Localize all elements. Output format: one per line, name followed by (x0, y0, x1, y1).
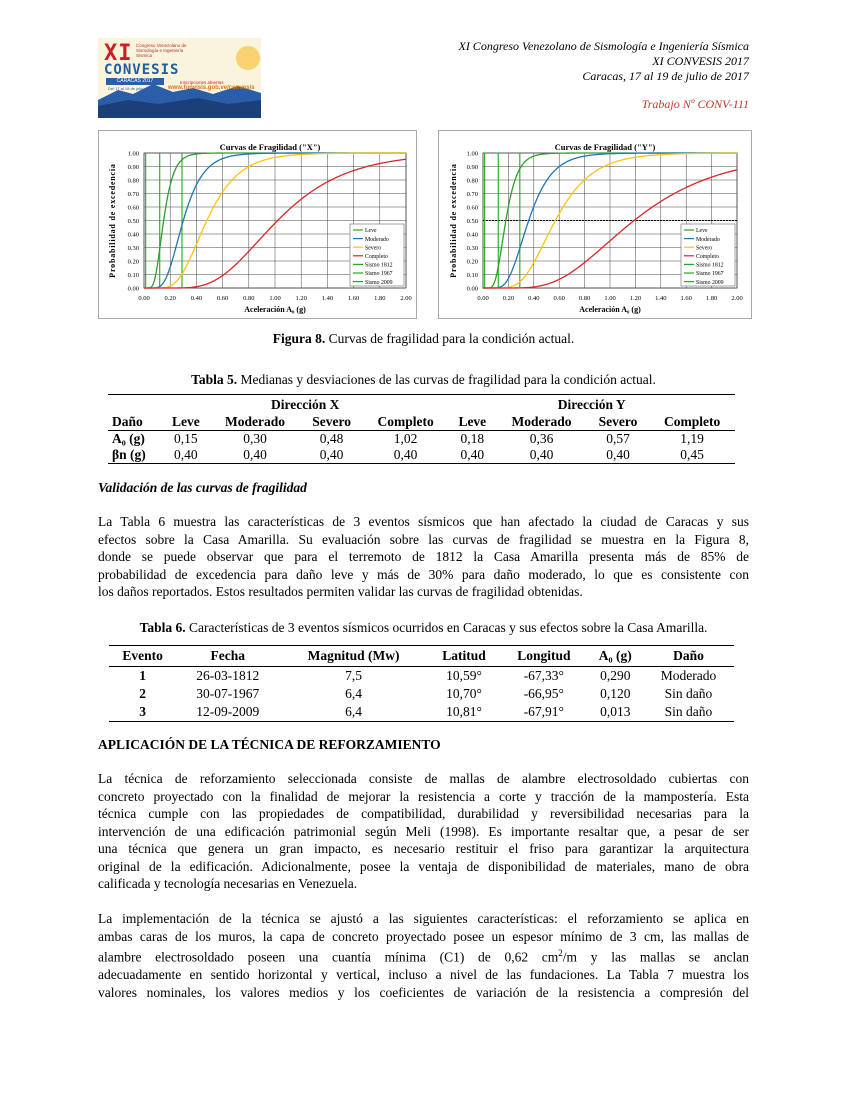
x-tick-label: 0.20 (164, 295, 176, 302)
figure-caption (98, 331, 749, 347)
paragraph-line: La Tabla 6 muestra las características de 3 eventos sísmicos que han afectado la ciudad de Caracas y sus (98, 514, 749, 529)
p2-line-4: adecuadamente en sentido horizontal y vertical, incluso a nivel de las fundaciones. La Tabla 7 muestra los (98, 967, 749, 982)
y-tick-label: 0.60 (127, 204, 139, 212)
table5-cell: 0,40 (319, 447, 344, 462)
paragraph-line: La técnica de reforzamiento seleccionada consiste de mallas de alambre electrosoldado cubiertas con (98, 771, 749, 786)
y-tick-label: 0.00 (127, 285, 139, 293)
y-tick-label: 0.90 (127, 164, 139, 171)
table6-cell: 0,290 (600, 668, 631, 683)
validation-paragraph (98, 513, 749, 601)
y-tick-label: 0.50 (127, 218, 139, 225)
table6-cell: 6,4 (345, 686, 363, 701)
table5-cell: 1,02 (393, 431, 418, 446)
table6-header-cell: Fecha (210, 648, 246, 663)
y-tick-label: 0.00 (466, 285, 478, 293)
table6-cell: Sin daño (664, 686, 713, 701)
x-tick-label: 0.80 (243, 295, 255, 302)
p2-line-3b: /m y las mallas se anclan (562, 949, 749, 965)
x-tick-label: 1.80 (705, 295, 718, 302)
application-paragraph-1 (98, 770, 749, 893)
table5-header-row (108, 414, 735, 431)
logo-subtitle: Congreso Venezolano de Sismología e Ingeniería Sísmica (136, 43, 187, 58)
legend-label: Moderado (365, 236, 389, 243)
table5-header-cell: Completo (663, 414, 721, 429)
table5-cell: 0,36 (529, 431, 554, 446)
table5-group-x: Dirección X (271, 397, 340, 412)
legend-label: Sismo 1967 (365, 271, 393, 278)
x-axis-label: Aceleración A₀ (g) (579, 305, 641, 314)
x-tick-label: 1.20 (629, 295, 642, 302)
figure-y-frame (438, 130, 752, 319)
y-tick-label: 0.40 (127, 231, 139, 239)
table5-cell: 1,19 (680, 431, 704, 446)
x-tick-label: 1.00 (269, 295, 281, 302)
x-tick-label: 2.00 (400, 295, 412, 302)
p2-line-5: valores nominales, los valores medios y los coeficientes de variación de la resistencia a compresión del (98, 984, 749, 1000)
table5-cell: 0,48 (319, 431, 344, 446)
chart-title: Curvas de Fragilidad ("Y") (554, 142, 656, 152)
paragraph-line: los daños reportados. Estos resultados permiten validar las curvas de fragilidad obtenidas. (98, 584, 583, 599)
table5-header-cell: Leve (171, 414, 200, 429)
legend-label: Moderado (696, 236, 720, 243)
paragraph-line: original de la edificación. Adicionalmente, posee la ventaja de disponibilidad de materiales, mano de obra (98, 858, 749, 874)
application-heading: APLICACIÓN DE LA TÉCNICA DE REFORZAMIENTO (98, 737, 441, 752)
table6-cell: 0,013 (600, 704, 631, 719)
figure-caption-text: Curvas de fragilidad para la condición actual. (325, 331, 575, 346)
y-tick-label: 0.10 (466, 272, 478, 279)
paragraph-line: técnica cumple con las propiedades de compatibilidad, durabilidad y reversibilidad necesarias para la (98, 806, 749, 821)
legend-label: Completo (365, 254, 388, 260)
table5-header-cell: Leve (458, 414, 487, 429)
table5-cell: βn (g) (112, 447, 146, 462)
table5-cell: 0,40 (529, 447, 554, 462)
paragraph-line: efectos sobre la Casa Amarilla. Su evaluación sobre las curvas de fragilidad se muestra en la Figura 8, (98, 531, 749, 547)
y-tick-label: 0.70 (127, 191, 139, 198)
x-tick-label: 1.80 (374, 295, 386, 302)
y-tick-label: 0.30 (466, 245, 478, 252)
table6-cell: 2 (139, 686, 147, 701)
table6-cell: 10,70° (446, 686, 482, 701)
chart-title: Curvas de Fragilidad ("X") (219, 142, 321, 152)
table6-header-cell: Evento (122, 648, 163, 663)
table6-cell: 7,5 (345, 668, 363, 683)
table6-cell: -66,95° (523, 686, 564, 701)
x-axis-label: Aceleración A₀ (g) (244, 305, 306, 314)
table6-cell: 10,81° (446, 704, 482, 719)
table6 (109, 645, 734, 722)
table5-cell: 0,45 (680, 447, 704, 462)
fragility-chart-x (99, 131, 416, 318)
logo-xi: XI (104, 41, 133, 66)
table6-cell: Moderado (660, 668, 717, 683)
x-tick-label: 0.40 (190, 295, 203, 302)
table5-cell: 0,15 (174, 431, 198, 446)
logo-convesis: CONVESIS (104, 62, 180, 78)
x-tick-label: 0.80 (578, 295, 591, 302)
y-tick-label: 0.20 (466, 258, 478, 266)
table6-cell: 3 (139, 704, 147, 719)
x-tick-label: 1.60 (680, 295, 692, 302)
table6-header-cell: Latitud (442, 648, 486, 663)
legend-label: Sismo 2009 (365, 279, 393, 286)
table6-cell: 12-09-2009 (196, 704, 260, 719)
logo-dates: Del 17 al 19 de julio (108, 86, 144, 91)
table5-header-cell: Moderado (225, 414, 286, 429)
table5 (108, 394, 735, 464)
y-tick-label: 0.10 (127, 272, 139, 279)
header-dates: Caracas, 17 al 19 de julio de 2017 (582, 69, 749, 83)
p2-superscript: 2 (558, 948, 563, 958)
y-axis-label: Probabilidad de excedencia (449, 163, 458, 278)
fragility-chart-y (439, 131, 751, 318)
table6-cell: 26-03-1812 (196, 668, 260, 683)
table6-cell: Sin daño (664, 704, 713, 719)
paragraph-line: calificada y tecnología necesarias en Venezuela. (98, 876, 358, 891)
table6-header-cell: Magnitud (Mw) (307, 648, 400, 663)
table5-row (108, 447, 735, 464)
y-tick-label: 0.30 (127, 245, 139, 252)
header-congress: XI Congreso Venezolano de Sismología e Ingeniería Sísmica (458, 39, 749, 53)
logo-url: www.funvisis.gob.ve/convesis (168, 85, 255, 91)
table5-row (108, 431, 735, 448)
table6-cell: 10,59° (446, 668, 482, 683)
table5-cell: 0,40 (606, 447, 630, 462)
y-tick-label: 0.20 (127, 258, 139, 266)
x-tick-label: 0.00 (138, 295, 150, 302)
y-tick-label: 0.40 (466, 231, 478, 239)
legend-label: Sismo 2009 (696, 279, 724, 286)
validation-heading: Validación de las curvas de fragilidad (98, 480, 307, 495)
paragraph-line: una técnica que genera un gran impacto, es necesario restituir el friso para garantizar la arquitectura (98, 841, 749, 856)
table5-cell: 0,40 (393, 447, 418, 462)
table5-cell: 0,40 (174, 447, 198, 462)
table5-header-cell: Moderado (511, 414, 572, 429)
x-tick-label: 0.00 (477, 295, 489, 302)
table6-body (109, 667, 734, 722)
table6-row (109, 703, 734, 722)
p2-line-1: La implementación de la técnica se ajustó a las siguientes características: el reforzamiento se aplica en (98, 911, 749, 926)
legend-label: Leve (365, 228, 377, 235)
table5-cell: A₀ (g) (112, 431, 145, 446)
table6-row (109, 685, 734, 703)
legend-label: Sismo 1812 (696, 262, 724, 269)
table6-header-cell: Longitud (517, 648, 571, 663)
table6-cell: -67,33° (523, 668, 564, 683)
paragraph-line: concreto proyectado con la finalidad de mejorar la resistencia a corte y tracción de la mampostería. Esta (98, 788, 749, 804)
x-tick-label: 1.40 (655, 295, 667, 302)
logo-city: CARACAS 2017 (106, 78, 164, 85)
y-tick-label: 1.00 (466, 150, 478, 158)
p2-line-2: ambas caras de los muros, la capa de concreto proyectado posee un espesor mínimo de 3 cm, las mallas de (98, 928, 749, 944)
p2-line-3 (98, 945, 749, 966)
y-tick-label: 1.00 (127, 150, 139, 158)
paragraph-line: intervención de una edificación patrimonial según Meli (1998). Es importante resaltar que, a pesar de ser (98, 823, 749, 839)
p2-line-3a: alambre electrosoldado poseen una cuantía mínima (C1) de 0,62 cm (98, 949, 559, 965)
table5-header-cell: Severo (598, 414, 638, 429)
table6-caption (98, 620, 749, 636)
y-axis-label: Probabilidad de excedencia (108, 163, 117, 278)
table6-header-cell: A₀ (g) (598, 648, 632, 663)
x-tick-label: 1.40 (321, 295, 334, 302)
y-tick-label: 0.90 (466, 164, 478, 171)
x-tick-label: 0.20 (502, 295, 515, 302)
x-tick-label: 1.00 (604, 295, 616, 302)
table5-header-cell: Completo (377, 414, 434, 429)
header-work-number: Trabajo Nº CONV-111 (641, 97, 749, 111)
figure-x-frame (98, 130, 417, 319)
x-tick-label: 2.00 (731, 295, 743, 302)
y-tick-label: 0.60 (466, 204, 478, 212)
table5-cell: 0,40 (460, 447, 485, 462)
table6-cell: -67,91° (523, 704, 564, 719)
table6-header-row (109, 646, 734, 667)
table6-header-cell: Daño (673, 648, 704, 663)
table5-cell: 0,57 (606, 431, 630, 446)
table5-caption-text: Medianas y desviaciones de las curvas de fragilidad para la condición actual. (237, 372, 656, 387)
paragraph-line: probabilidad de excedencia para daño leve y más de 30% para daño moderado, lo que es consistente con (98, 566, 749, 582)
table6-cell: 6,4 (345, 704, 363, 719)
table5-header-cell: Severo (312, 414, 351, 429)
y-tick-label: 0.50 (466, 218, 478, 225)
table5-group-y: Dirección Y (557, 397, 626, 412)
table5-label: Tabla 5. (191, 372, 238, 387)
figure-label: Figura 8. (272, 331, 326, 346)
x-tick-label: 0.60 (553, 295, 565, 302)
table6-cell: 0,120 (600, 686, 631, 701)
x-tick-label: 0.60 (216, 295, 229, 302)
y-tick-label: 0.80 (127, 177, 139, 185)
y-tick-label: 0.70 (466, 191, 478, 198)
legend-label: Severo (696, 245, 713, 252)
table6-label: Tabla 6. (139, 620, 186, 635)
x-tick-label: 1.20 (295, 295, 307, 302)
table5-cell: 0,30 (243, 431, 267, 446)
header-edition: XI CONVESIS 2017 (652, 54, 749, 68)
table6-row (109, 667, 734, 686)
table6-caption-text: Características de 3 eventos sísmicos ocurridos en Caracas y sus efectos sobre la Casa Amarilla. (185, 620, 708, 635)
y-tick-label: 0.80 (466, 177, 478, 185)
legend-label: Severo (365, 245, 382, 252)
congress-logo (98, 38, 261, 118)
paragraph-line: donde se puede observar que para el terremoto de 1812 la Casa Amarilla presenta más de 85% de (98, 549, 749, 564)
table6-cell: 30-07-1967 (196, 686, 260, 701)
x-tick-label: 1.60 (347, 295, 360, 302)
table6-cell: 1 (139, 668, 147, 683)
table5-header-cell: Daño (112, 414, 143, 429)
table5-body (108, 431, 735, 464)
legend-label: Leve (696, 228, 708, 235)
table5-cell: 0,40 (243, 447, 267, 462)
legend-label: Sismo 1967 (696, 271, 724, 278)
table5-cell: 0,18 (460, 431, 485, 446)
logo-registration: Inscripciones abiertas (180, 80, 224, 85)
application-paragraph-2 (98, 910, 749, 1001)
legend-label: Sismo 1812 (365, 262, 393, 269)
table5-caption (98, 372, 749, 388)
x-tick-label: 0.40 (528, 295, 540, 302)
legend-label: Completo (696, 254, 719, 260)
